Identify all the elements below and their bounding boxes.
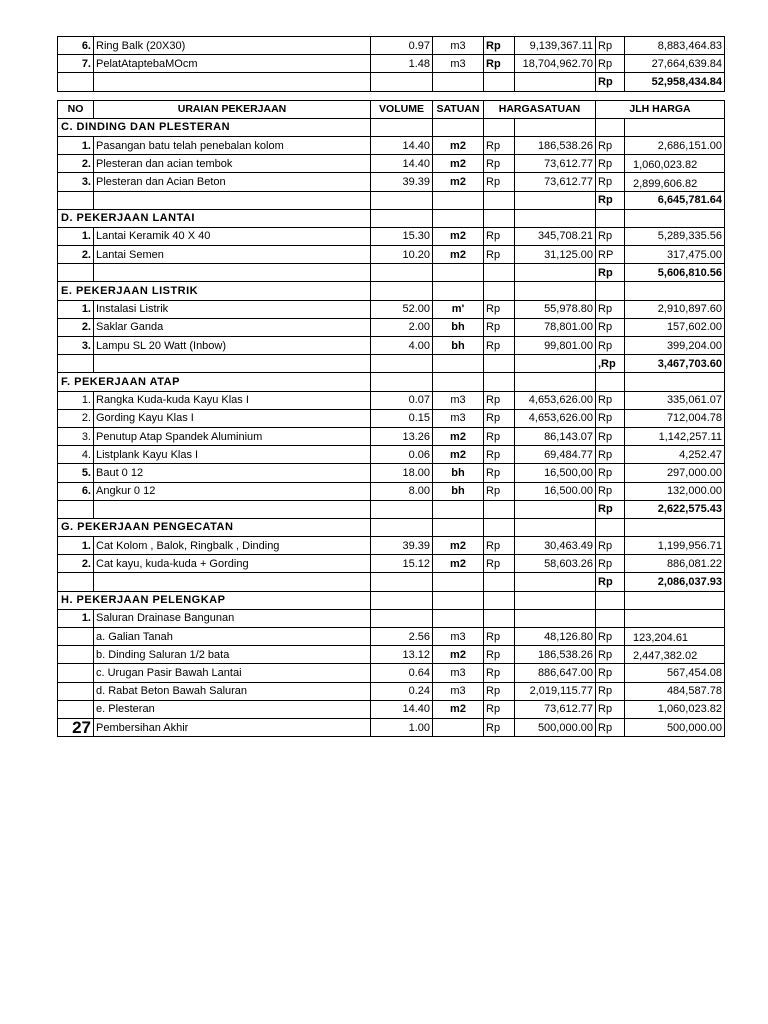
item-volume: 0.15 (371, 409, 433, 427)
unit-price: 16,500.00 (515, 482, 596, 500)
table-row (58, 391, 725, 409)
subtotal-value: 52,958,434.84 (625, 73, 725, 91)
item-unit: m' (433, 300, 484, 318)
item-volume: 18.00 (371, 464, 433, 482)
section-title: C. DINDING DAN PLESTERAN (58, 118, 371, 136)
currency-label: Rp (484, 391, 515, 409)
table-row (58, 700, 725, 718)
line-total: 4,252.47 (625, 446, 725, 464)
unit-price: 186,538.26 (515, 136, 596, 154)
table-row (58, 136, 725, 154)
section-title: G. PEKERJAAN PENGECATAN (58, 518, 371, 536)
cost-estimate-table (57, 36, 725, 737)
currency-label: Rp (484, 537, 515, 555)
item-description: Lantai Keramik 40 X 40 (94, 227, 371, 245)
line-total: 1,060,023.82 (625, 155, 725, 173)
item-number: 3. (58, 173, 94, 191)
item-description: Plesteran dan acian tembok (94, 155, 371, 173)
item-unit: m2 (433, 700, 484, 718)
currency-label: Rp (596, 646, 625, 664)
item-description: d. Rabat Beton Bawah Saluran (94, 682, 371, 700)
item-number: 7. (58, 55, 94, 73)
table-row (58, 55, 725, 73)
line-total: 157,602.00 (625, 318, 725, 336)
header-volume: VOLUME (371, 100, 433, 118)
currency-label: Rp (596, 337, 625, 355)
table-row (58, 246, 725, 264)
item-volume: 14.40 (371, 155, 433, 173)
item-number: 1. (58, 227, 94, 245)
table-row (58, 609, 725, 627)
unit-price: 500,000.00 (515, 718, 596, 736)
item-description: Pasangan batu telah penebalan kolom (94, 136, 371, 154)
currency-label: Rp (484, 173, 515, 191)
item-description: Angkur 0 12 (94, 482, 371, 500)
table-row (58, 682, 725, 700)
item-volume: 13.26 (371, 427, 433, 445)
currency-label: Rp (596, 173, 625, 191)
currency-label: Rp (484, 37, 515, 55)
currency-label: Rp (484, 718, 515, 736)
subtotal-value: 5,606,810.56 (625, 264, 725, 282)
currency-label: Rp (484, 318, 515, 336)
item-description: c. Urugan Pasir Bawah Lantai (94, 664, 371, 682)
currency-label: Rp (596, 136, 625, 154)
subtotal-value: 2,086,037.93 (625, 573, 725, 591)
item-description: Pembersihan Akhir (94, 718, 371, 736)
item-volume: 14.40 (371, 136, 433, 154)
item-volume: 1.48 (371, 55, 433, 73)
line-total: 1,199,956.71 (625, 537, 725, 555)
item-description: Listplank Kayu Klas I (94, 446, 371, 464)
item-unit: m3 (433, 409, 484, 427)
line-total: 886,081.22 (625, 555, 725, 573)
unit-price: 99,801.00 (515, 337, 596, 355)
currency-label: Rp (596, 464, 625, 482)
section-title-row (58, 118, 725, 136)
currency-label: Rp (596, 664, 625, 682)
item-description: Lantai Semen (94, 246, 371, 264)
unit-price: 78,801.00 (515, 318, 596, 336)
item-unit: m2 (433, 427, 484, 445)
item-number: 2. (58, 555, 94, 573)
item-description: a. Galian Tanah (94, 628, 371, 646)
item-number: 2. (58, 409, 94, 427)
unit-price: 345,708.21 (515, 227, 596, 245)
currency-label: Rp (596, 264, 625, 282)
currency-label: Rp (596, 537, 625, 555)
currency-label: Rp (596, 628, 625, 646)
item-volume: 2.00 (371, 318, 433, 336)
currency-label: Rp (596, 500, 625, 518)
item-description: PelatAtaptebaMOcm (94, 55, 371, 73)
item-unit: m2 (433, 537, 484, 555)
item-unit: m2 (433, 555, 484, 573)
subtotal-row (58, 573, 725, 591)
item-number: 2. (58, 318, 94, 336)
currency-label: ,Rp (596, 355, 625, 373)
header-uraian: URAIAN PEKERJAAN (94, 100, 371, 118)
line-total: 2,899,606.82 (625, 173, 725, 191)
table-row (58, 173, 725, 191)
subtotal-row (58, 500, 725, 518)
item-unit: m2 (433, 173, 484, 191)
table-row (58, 718, 725, 736)
item-unit: m3 (433, 391, 484, 409)
currency-label: Rp (596, 700, 625, 718)
item-volume: 39.39 (371, 537, 433, 555)
item-description: Cat Kolom , Balok, Ringbalk , Dinding (94, 537, 371, 555)
line-total: 317,475.00 (625, 246, 725, 264)
subtotal-value: 3,467,703.60 (625, 355, 725, 373)
currency-label: Rp (484, 555, 515, 573)
item-description: Ring Balk (20X30) (94, 37, 371, 55)
item-unit: bh (433, 337, 484, 355)
item-number: 1. (58, 537, 94, 555)
item-volume: 52.00 (371, 300, 433, 318)
table-row (58, 318, 725, 336)
unit-price: 73,612.77 (515, 173, 596, 191)
item-unit: m2 (433, 136, 484, 154)
currency-label: Rp (596, 555, 625, 573)
currency-label: Rp (596, 391, 625, 409)
unit-price: 18,704,962.70 (515, 55, 596, 73)
header-no: NO (58, 100, 94, 118)
table-row (58, 482, 725, 500)
currency-label: Rp (484, 700, 515, 718)
unit-price: 30,463.49 (515, 537, 596, 555)
unit-price: 886,647.00 (515, 664, 596, 682)
table-row (58, 37, 725, 55)
item-volume: 1.00 (371, 718, 433, 736)
item-number: 1. (58, 609, 94, 627)
unit-price: 9,139,367.11 (515, 37, 596, 55)
item-volume: 2.56 (371, 628, 433, 646)
item-unit: m2 (433, 155, 484, 173)
line-total: 712,004.78 (625, 409, 725, 427)
line-total: 500,000.00 (625, 718, 725, 736)
section-title: D. PEKERJAAN LANTAI (58, 209, 371, 227)
currency-label: Rp (596, 318, 625, 336)
item-volume: 8.00 (371, 482, 433, 500)
subtotal-row (58, 355, 725, 373)
item-unit: m3 (433, 55, 484, 73)
subtotal-value: 2,622,575.43 (625, 500, 725, 518)
item-number: 4. (58, 446, 94, 464)
table-row (58, 300, 725, 318)
item-volume: 0.97 (371, 37, 433, 55)
subtotal-row (58, 73, 725, 91)
currency-label: Rp (484, 155, 515, 173)
item-volume: 14.40 (371, 700, 433, 718)
currency-label: RP (596, 246, 625, 264)
currency-label: Rp (596, 55, 625, 73)
currency-label: Rp (484, 227, 515, 245)
table-row (58, 664, 725, 682)
unit-price: 186,538.26 (515, 646, 596, 664)
item-volume: 39.39 (371, 173, 433, 191)
item-description: Saklar Ganda (94, 318, 371, 336)
table-row (58, 155, 725, 173)
currency-label: Rp (596, 191, 625, 209)
item-volume: 4.00 (371, 337, 433, 355)
item-unit: m3 (433, 682, 484, 700)
subtotal-value: 6,645,781.64 (625, 191, 725, 209)
item-unit: m3 (433, 37, 484, 55)
currency-label: Rp (484, 482, 515, 500)
currency-label: Rp (484, 55, 515, 73)
line-total: 1,060,023.82 (625, 700, 725, 718)
currency-label: Rp (596, 409, 625, 427)
line-total: 335,061.07 (625, 391, 725, 409)
unit-price: 4,653,626.00 (515, 409, 596, 427)
item-number: 1. (58, 136, 94, 154)
item-description: Plesteran dan Acian Beton (94, 173, 371, 191)
currency-label: Rp (596, 155, 625, 173)
table-row (58, 646, 725, 664)
unit-price: 16,500,00 (515, 464, 596, 482)
header-jlh-harga: JLH HARGA (596, 100, 725, 118)
line-total: 2,910,897.60 (625, 300, 725, 318)
currency-label: Rp (484, 646, 515, 664)
unit-price: 31,125.00 (515, 246, 596, 264)
unit-price: 73,612.77 (515, 155, 596, 173)
section-title-row (58, 591, 725, 609)
item-description: Saluran Drainase Bangunan (94, 609, 371, 627)
item-unit: m2 (433, 446, 484, 464)
section-title-row (58, 518, 725, 536)
currency-label: Rp (596, 718, 625, 736)
item-unit: m2 (433, 227, 484, 245)
item-unit (433, 718, 484, 736)
column-header-row (58, 100, 725, 118)
line-total: 567,454.08 (625, 664, 725, 682)
item-volume: 15.30 (371, 227, 433, 245)
item-volume: 0.06 (371, 446, 433, 464)
currency-label: Rp (596, 682, 625, 700)
header-satuan: SATUAN (433, 100, 484, 118)
item-description: Gording Kayu Klas I (94, 409, 371, 427)
unit-price: 2,019,115.77 (515, 682, 596, 700)
item-number: 1. (58, 300, 94, 318)
currency-label: Rp (596, 427, 625, 445)
item-unit: m2 (433, 646, 484, 664)
currency-label: Rp (484, 446, 515, 464)
item-volume: 0.07 (371, 391, 433, 409)
currency-label: Rp (484, 337, 515, 355)
currency-label: Rp (596, 482, 625, 500)
item-unit: m3 (433, 628, 484, 646)
currency-label: Rp (596, 37, 625, 55)
spacer-row (58, 91, 725, 100)
item-unit: m3 (433, 664, 484, 682)
currency-label: Rp (484, 628, 515, 646)
item-description: Baut 0 12 (94, 464, 371, 482)
unit-price: 69,484.77 (515, 446, 596, 464)
currency-label: Rp (596, 573, 625, 591)
line-total: 132,000.00 (625, 482, 725, 500)
item-description: b. Dinding Saluran 1/2 bata (94, 646, 371, 664)
item-unit: bh (433, 464, 484, 482)
table-row (58, 427, 725, 445)
unit-price: 48,126.80 (515, 628, 596, 646)
item-description: Rangka Kuda-kuda Kayu Klas I (94, 391, 371, 409)
table-row (58, 227, 725, 245)
line-total: 2,447,382.02 (625, 646, 725, 664)
currency-label: Rp (596, 227, 625, 245)
item-number: 6. (58, 37, 94, 55)
section-title: E. PEKERJAAN LISTRIK (58, 282, 371, 300)
item-number: 2. (58, 155, 94, 173)
line-total: 484,587.78 (625, 682, 725, 700)
item-number: 5. (58, 464, 94, 482)
unit-price: 86,143.07 (515, 427, 596, 445)
table-row (58, 446, 725, 464)
item-volume: 0.64 (371, 664, 433, 682)
currency-label: Rp (484, 246, 515, 264)
section-title-row (58, 209, 725, 227)
item-unit: m2 (433, 246, 484, 264)
item-description: Lampu SL 20 Watt (Inbow) (94, 337, 371, 355)
section-title-row (58, 282, 725, 300)
item-unit: bh (433, 482, 484, 500)
line-total: 399,204.00 (625, 337, 725, 355)
currency-label: Rp (596, 73, 625, 91)
unit-price: 73,612.77 (515, 700, 596, 718)
item-volume: 0.24 (371, 682, 433, 700)
item-volume: 15.12 (371, 555, 433, 573)
line-total: 2,686,151.00 (625, 136, 725, 154)
line-total: 5,289,335.56 (625, 227, 725, 245)
item-number: 2. (58, 246, 94, 264)
item-number: 1. (58, 391, 94, 409)
unit-price: 55,978.80 (515, 300, 596, 318)
line-total: 297,000.00 (625, 464, 725, 482)
table-row (58, 537, 725, 555)
currency-label: Rp (484, 300, 515, 318)
item-description: Cat kayu, kuda-kuda + Gording (94, 555, 371, 573)
line-total: 8,883,464.83 (625, 37, 725, 55)
item-volume: 10.20 (371, 246, 433, 264)
currency-label: Rp (484, 427, 515, 445)
line-total: 27,664,639.84 (625, 55, 725, 73)
currency-label: Rp (596, 300, 625, 318)
unit-price: 58,603.26 (515, 555, 596, 573)
item-description: Instalasi Listrik (94, 300, 371, 318)
item-number: 3. (58, 337, 94, 355)
subtotal-row (58, 264, 725, 282)
currency-label: Rp (484, 682, 515, 700)
section-title: H. PEKERJAAN PELENGKAP (58, 591, 371, 609)
line-total: 1,142,257.11 (625, 427, 725, 445)
table-row (58, 409, 725, 427)
item-number: 3. (58, 427, 94, 445)
unit-price: 4,653,626.00 (515, 391, 596, 409)
item-description: Penutup Atap Spandek Aluminium (94, 427, 371, 445)
section-title-row (58, 373, 725, 391)
section-title: F. PEKERJAAN ATAP (58, 373, 371, 391)
table-row (58, 337, 725, 355)
item-volume: 13.12 (371, 646, 433, 664)
table-row (58, 628, 725, 646)
table-row (58, 555, 725, 573)
currency-label: Rp (484, 464, 515, 482)
currency-label: Rp (484, 409, 515, 427)
item-number: 6. (58, 482, 94, 500)
item-description: e. Plesteran (94, 700, 371, 718)
currency-label: Rp (484, 664, 515, 682)
line-total: 123,204.61 (625, 628, 725, 646)
header-harga-satuan: HARGASATUAN (484, 100, 596, 118)
item-number: 27 (58, 718, 94, 736)
subtotal-row (58, 191, 725, 209)
item-unit: bh (433, 318, 484, 336)
currency-label: Rp (484, 136, 515, 154)
table-row (58, 464, 725, 482)
currency-label: Rp (596, 446, 625, 464)
